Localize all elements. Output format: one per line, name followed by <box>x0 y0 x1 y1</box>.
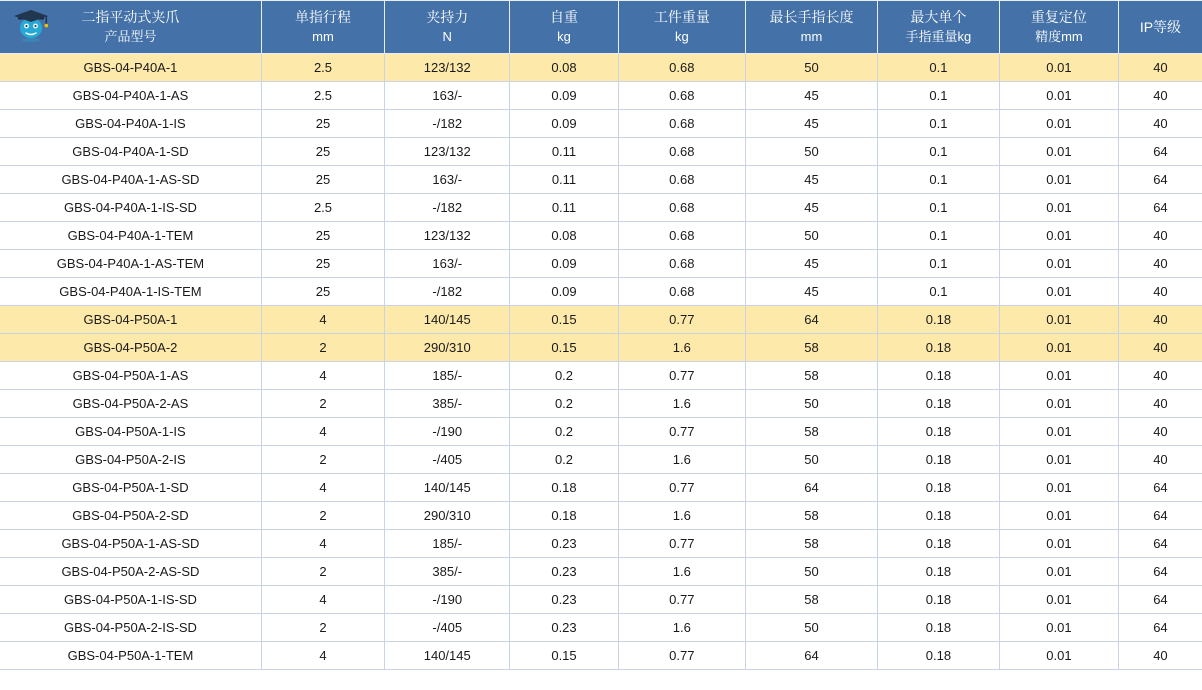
table-cell: 45 <box>746 194 878 222</box>
table-cell: 0.68 <box>618 110 745 138</box>
table-cell: 50 <box>746 558 878 586</box>
cell-model: GBS-04-P40A-1-IS <box>0 110 261 138</box>
table-cell: 40 <box>1118 110 1202 138</box>
table-cell: 0.01 <box>999 502 1118 530</box>
table-cell: 4 <box>261 474 384 502</box>
table-cell: 25 <box>261 222 384 250</box>
table-cell: 0.1 <box>877 194 999 222</box>
table-cell: 140/145 <box>385 306 510 334</box>
table-cell: 0.1 <box>877 138 999 166</box>
table-cell: 2 <box>261 614 384 642</box>
table-cell: -/190 <box>385 418 510 446</box>
table-cell: 0.01 <box>999 110 1118 138</box>
table-cell: 58 <box>746 502 878 530</box>
table-cell: 0.68 <box>618 138 745 166</box>
table-cell: 163/- <box>385 250 510 278</box>
table-cell: -/182 <box>385 110 510 138</box>
table-row <box>0 250 1202 278</box>
table-row <box>0 334 1202 362</box>
table-cell: 0.68 <box>618 194 745 222</box>
table-cell: 50 <box>746 446 878 474</box>
table-cell: 0.18 <box>877 614 999 642</box>
table-cell: 163/- <box>385 166 510 194</box>
table-cell: 40 <box>1118 82 1202 110</box>
cell-model: GBS-04-P40A-1-IS-SD <box>0 194 261 222</box>
table-row <box>0 166 1202 194</box>
cell-model: GBS-04-P50A-1-SD <box>0 474 261 502</box>
table-cell: 40 <box>1118 250 1202 278</box>
table-cell: 0.68 <box>618 278 745 306</box>
table-row <box>0 222 1202 250</box>
table-cell: 50 <box>746 614 878 642</box>
table-cell: 0.01 <box>999 558 1118 586</box>
table-cell: 4 <box>261 530 384 558</box>
table-row <box>0 278 1202 306</box>
table-cell: 0.09 <box>510 250 618 278</box>
column-header-ip-rating <box>1118 1 1202 54</box>
table-cell: 0.18 <box>877 390 999 418</box>
table-cell: 0.18 <box>877 474 999 502</box>
table-cell: 50 <box>746 54 878 82</box>
cell-model: GBS-04-P40A-1-TEM <box>0 222 261 250</box>
table-cell: 0.2 <box>510 418 618 446</box>
table-cell: 4 <box>261 642 384 670</box>
table-cell: 40 <box>1118 306 1202 334</box>
column-header-sub: 精度mm <box>1035 29 1083 44</box>
table-cell: 58 <box>746 530 878 558</box>
table-cell: 2 <box>261 502 384 530</box>
table-cell: 40 <box>1118 362 1202 390</box>
table-row <box>0 82 1202 110</box>
table-cell: 45 <box>746 166 878 194</box>
table-cell: 50 <box>746 222 878 250</box>
header-row <box>0 1 1202 54</box>
table-cell: 0.01 <box>999 418 1118 446</box>
table-cell: 2 <box>261 446 384 474</box>
table-cell: 64 <box>746 474 878 502</box>
column-header-sub: N <box>442 29 452 44</box>
column-header-sub: mm <box>312 29 334 44</box>
table-cell: 2 <box>261 558 384 586</box>
cell-model: GBS-04-P40A-1-IS-TEM <box>0 278 261 306</box>
table-cell: -/182 <box>385 278 510 306</box>
table-cell: 1.6 <box>618 614 745 642</box>
table-cell: 25 <box>261 250 384 278</box>
table-cell: 64 <box>1118 474 1202 502</box>
table-cell: 0.77 <box>618 362 745 390</box>
table-cell: 0.11 <box>510 138 618 166</box>
cell-model: GBS-04-P40A-1-AS <box>0 82 261 110</box>
cell-model: GBS-04-P50A-1 <box>0 306 261 334</box>
column-header-weight <box>510 1 618 54</box>
table-cell: 0.77 <box>618 586 745 614</box>
table-row <box>0 194 1202 222</box>
table-row <box>0 138 1202 166</box>
table-cell: 40 <box>1118 642 1202 670</box>
table-cell: 385/- <box>385 558 510 586</box>
table-cell: -/405 <box>385 446 510 474</box>
table-cell: 123/132 <box>385 54 510 82</box>
table-cell: 45 <box>746 250 878 278</box>
cell-model: GBS-04-P50A-1-AS <box>0 362 261 390</box>
table-cell: 0.77 <box>618 418 745 446</box>
table-cell: 45 <box>746 278 878 306</box>
table-cell: 0.01 <box>999 82 1118 110</box>
table-cell: 140/145 <box>385 642 510 670</box>
table-cell: 40 <box>1118 390 1202 418</box>
table-cell: 50 <box>746 390 878 418</box>
table-cell: 163/- <box>385 82 510 110</box>
table-row <box>0 362 1202 390</box>
table-cell: 0.01 <box>999 166 1118 194</box>
column-header-main: 二指平动式夹爪 <box>81 9 180 25</box>
table-cell: 64 <box>746 306 878 334</box>
table-cell: 0.08 <box>510 54 618 82</box>
column-header-sub: kg <box>557 29 571 44</box>
table-cell: 45 <box>746 110 878 138</box>
table-cell: 25 <box>261 166 384 194</box>
cell-model: GBS-04-P50A-1-IS <box>0 418 261 446</box>
table-cell: 58 <box>746 362 878 390</box>
table-cell: 0.2 <box>510 362 618 390</box>
table-cell: 58 <box>746 334 878 362</box>
table-cell: 2.5 <box>261 82 384 110</box>
table-cell: 0.68 <box>618 166 745 194</box>
table-cell: 0.01 <box>999 446 1118 474</box>
column-header-main: 夹持力 <box>426 9 469 25</box>
table-cell: 0.1 <box>877 166 999 194</box>
table-cell: 0.18 <box>877 334 999 362</box>
table-cell: 0.18 <box>877 418 999 446</box>
table-cell: 0.01 <box>999 278 1118 306</box>
table-cell: 0.18 <box>877 306 999 334</box>
cell-model: GBS-04-P40A-1-AS-TEM <box>0 250 261 278</box>
table-cell: 0.01 <box>999 390 1118 418</box>
cell-model: GBS-04-P50A-2-AS-SD <box>0 558 261 586</box>
table-cell: 0.01 <box>999 530 1118 558</box>
cell-model: GBS-04-P50A-1-TEM <box>0 642 261 670</box>
table-row <box>0 642 1202 670</box>
table-cell: -/190 <box>385 586 510 614</box>
column-header-main: IP等级 <box>1139 18 1182 35</box>
table-row <box>0 474 1202 502</box>
table-cell: 4 <box>261 586 384 614</box>
table-cell: 1.6 <box>618 334 745 362</box>
table-row <box>0 558 1202 586</box>
table-cell: 0.01 <box>999 642 1118 670</box>
table-cell: 0.68 <box>618 82 745 110</box>
cell-model: GBS-04-P50A-2-IS <box>0 446 261 474</box>
column-header-sub: mm <box>800 29 823 44</box>
cell-model: GBS-04-P50A-2-IS-SD <box>0 614 261 642</box>
table-cell: -/182 <box>385 194 510 222</box>
table-cell: 0.77 <box>618 642 745 670</box>
table-cell: 4 <box>261 362 384 390</box>
table-cell: 0.18 <box>877 446 999 474</box>
cell-model: GBS-04-P50A-2 <box>0 334 261 362</box>
table-cell: 123/132 <box>385 222 510 250</box>
table-cell: 0.18 <box>877 642 999 670</box>
table-cell: 0.2 <box>510 390 618 418</box>
table-cell: 0.15 <box>510 642 618 670</box>
table-cell: 4 <box>261 418 384 446</box>
table-row <box>0 530 1202 558</box>
table-cell: 2 <box>261 390 384 418</box>
table-cell: 0.11 <box>510 194 618 222</box>
table-cell: 64 <box>1118 558 1202 586</box>
table-cell: 2.5 <box>261 194 384 222</box>
table-cell: 0.23 <box>510 614 618 642</box>
table-cell: 64 <box>1118 166 1202 194</box>
table-cell: 0.23 <box>510 530 618 558</box>
table-cell: 0.01 <box>999 54 1118 82</box>
table-cell: 25 <box>261 278 384 306</box>
table-cell: 64 <box>1118 138 1202 166</box>
table-cell: 58 <box>746 586 878 614</box>
column-header-main: 工件重量 <box>653 9 710 25</box>
column-header-main: 重复定位 <box>1030 9 1087 25</box>
column-header-grip-force <box>385 1 510 54</box>
table-cell: 0.18 <box>877 502 999 530</box>
cell-model: GBS-04-P50A-2-AS <box>0 390 261 418</box>
table-row <box>0 446 1202 474</box>
table-body <box>0 54 1202 670</box>
cell-model: GBS-04-P40A-1-AS-SD <box>0 166 261 194</box>
table-cell: 64 <box>1118 586 1202 614</box>
table-cell: 0.68 <box>618 250 745 278</box>
table-cell: 0.01 <box>999 194 1118 222</box>
table-cell: 64 <box>1118 530 1202 558</box>
table-row <box>0 418 1202 446</box>
column-header-stroke <box>261 1 384 54</box>
table-cell: 290/310 <box>385 502 510 530</box>
cell-model: GBS-04-P50A-1-IS-SD <box>0 586 261 614</box>
table-cell: 40 <box>1118 54 1202 82</box>
table-cell: 0.68 <box>618 222 745 250</box>
table-row <box>0 390 1202 418</box>
table-cell: 1.6 <box>618 390 745 418</box>
table-row <box>0 306 1202 334</box>
table-cell: 0.1 <box>877 110 999 138</box>
table-cell: 58 <box>746 418 878 446</box>
table-cell: 0.01 <box>999 614 1118 642</box>
table-cell: 0.08 <box>510 222 618 250</box>
table-cell: 0.15 <box>510 306 618 334</box>
table-cell: -/405 <box>385 614 510 642</box>
table-cell: 0.68 <box>618 54 745 82</box>
table-row <box>0 502 1202 530</box>
table-cell: 140/145 <box>385 474 510 502</box>
table-cell: 290/310 <box>385 334 510 362</box>
table-cell: 40 <box>1118 446 1202 474</box>
column-header-sub: kg <box>674 29 689 44</box>
table-cell: 0.18 <box>877 558 999 586</box>
table-cell: 64 <box>746 642 878 670</box>
table-cell: 185/- <box>385 362 510 390</box>
table-cell: 25 <box>261 110 384 138</box>
table-cell: 0.2 <box>510 446 618 474</box>
column-header-workpiece-weight <box>618 1 745 54</box>
table-cell: 25 <box>261 138 384 166</box>
table-cell: 0.1 <box>877 250 999 278</box>
table-cell: 2.5 <box>261 54 384 82</box>
column-header-main: 最大单个 <box>910 9 967 25</box>
table-header <box>0 1 1202 54</box>
column-header-finger-length <box>746 1 878 54</box>
column-header-finger-weight <box>877 1 999 54</box>
table-cell: 0.1 <box>877 82 999 110</box>
table-cell: 1.6 <box>618 502 745 530</box>
table-row <box>0 110 1202 138</box>
table-cell: 0.1 <box>877 54 999 82</box>
table-cell: 40 <box>1118 278 1202 306</box>
table-cell: 0.1 <box>877 222 999 250</box>
table-cell: 0.15 <box>510 334 618 362</box>
column-header-sub: 产品型号 <box>104 29 157 44</box>
table-cell: 2 <box>261 334 384 362</box>
table-cell: 0.01 <box>999 334 1118 362</box>
table-cell: 40 <box>1118 222 1202 250</box>
table-cell: 0.77 <box>618 530 745 558</box>
column-header-main: 自重 <box>550 9 578 25</box>
table-cell: 0.1 <box>877 278 999 306</box>
column-header-repeatability <box>999 1 1118 54</box>
table-cell: 0.09 <box>510 278 618 306</box>
table-cell: 64 <box>1118 614 1202 642</box>
cell-model: GBS-04-P40A-1-SD <box>0 138 261 166</box>
table-cell: 0.23 <box>510 558 618 586</box>
table-cell: 0.11 <box>510 166 618 194</box>
table-cell: 1.6 <box>618 446 745 474</box>
column-header-main: 单指行程 <box>294 9 351 25</box>
table-cell: 0.77 <box>618 474 745 502</box>
table-cell: 123/132 <box>385 138 510 166</box>
table-cell: 0.01 <box>999 138 1118 166</box>
table-cell: 185/- <box>385 530 510 558</box>
table-cell: 4 <box>261 306 384 334</box>
table-cell: 64 <box>1118 502 1202 530</box>
table-row <box>0 614 1202 642</box>
table-cell: 385/- <box>385 390 510 418</box>
table-cell: 0.01 <box>999 306 1118 334</box>
table-cell: 45 <box>746 82 878 110</box>
table-cell: 64 <box>1118 194 1202 222</box>
table-cell: 40 <box>1118 418 1202 446</box>
table-cell: 0.18 <box>510 474 618 502</box>
table-cell: 0.09 <box>510 110 618 138</box>
table-cell: 0.01 <box>999 586 1118 614</box>
table-cell: 0.01 <box>999 362 1118 390</box>
cell-model: GBS-04-P50A-2-SD <box>0 502 261 530</box>
table-cell: 0.18 <box>877 586 999 614</box>
table-cell: 0.01 <box>999 222 1118 250</box>
column-header-model <box>0 1 261 54</box>
table-cell: 0.23 <box>510 586 618 614</box>
table-cell: 50 <box>746 138 878 166</box>
column-header-sub: 手指重量kg <box>905 29 972 44</box>
table-cell: 0.09 <box>510 82 618 110</box>
table-cell: 1.6 <box>618 558 745 586</box>
table-cell: 0.18 <box>510 502 618 530</box>
column-header-main: 最长手指长度 <box>769 9 854 25</box>
table-cell: 0.18 <box>877 362 999 390</box>
table-row <box>0 586 1202 614</box>
table-cell: 0.01 <box>999 250 1118 278</box>
cell-model: GBS-04-P40A-1 <box>0 54 261 82</box>
cell-model: GBS-04-P50A-1-AS-SD <box>0 530 261 558</box>
table-cell: 0.01 <box>999 474 1118 502</box>
table-cell: 0.77 <box>618 306 745 334</box>
table-cell: 0.18 <box>877 530 999 558</box>
table-cell: 40 <box>1118 334 1202 362</box>
table-row <box>0 54 1202 82</box>
